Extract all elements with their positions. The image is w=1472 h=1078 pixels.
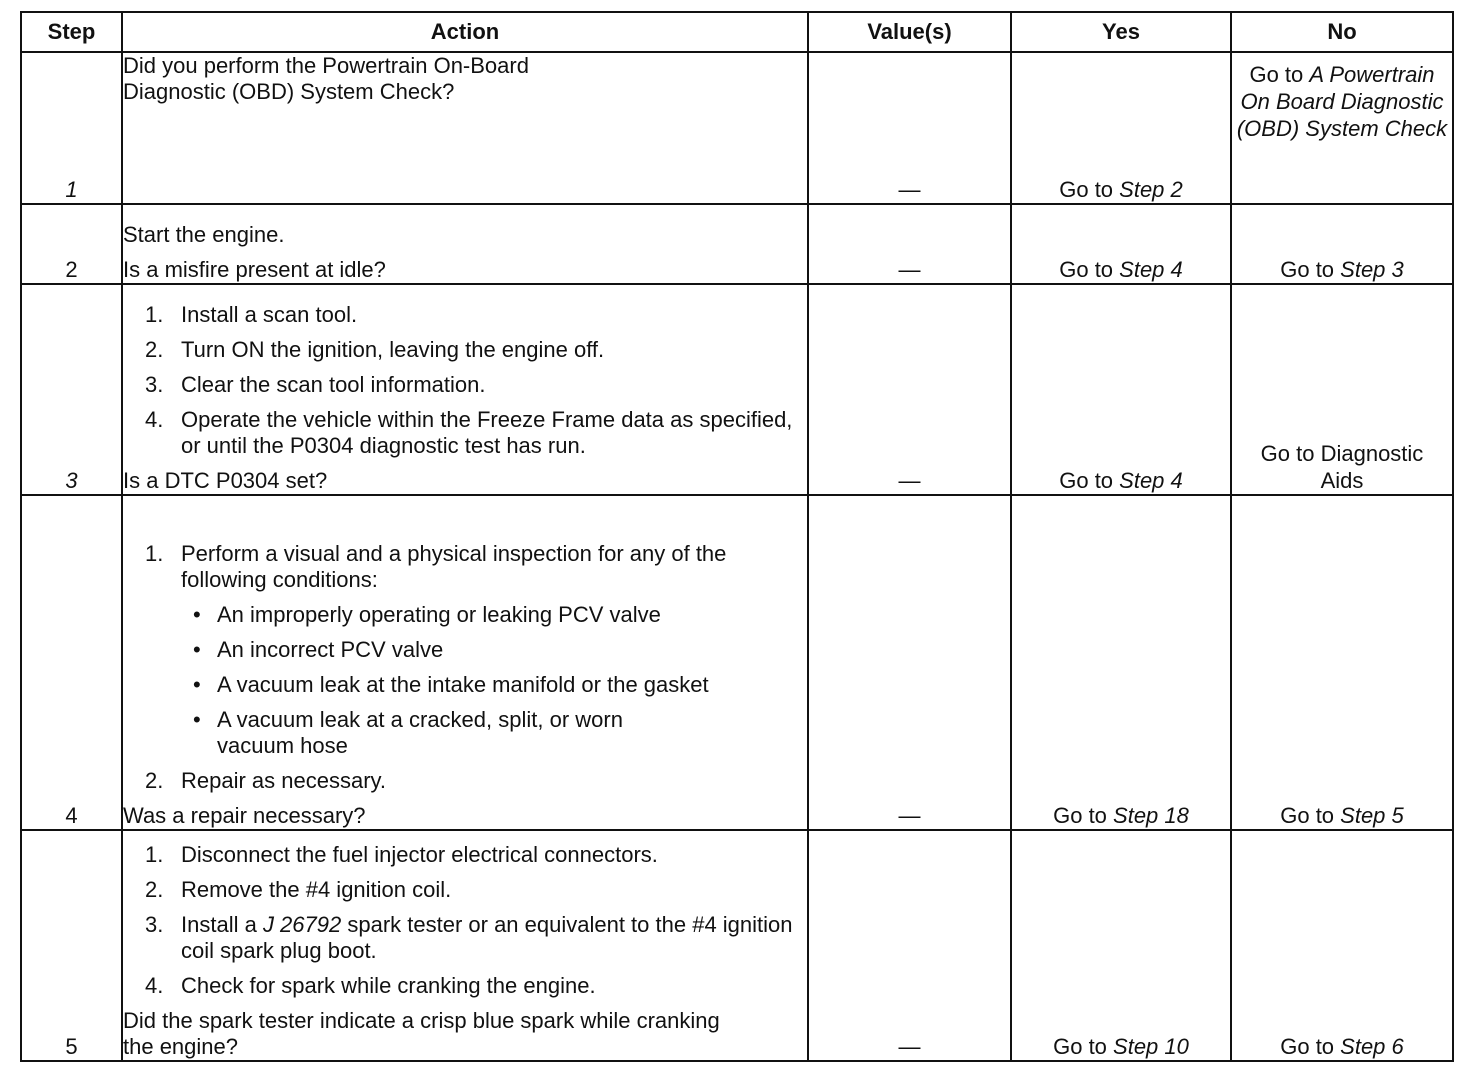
table-row <box>21 284 1453 495</box>
no-link[interactable]: Go to Diagnostic Aids <box>1260 441 1424 493</box>
substep-text: Repair as necessary. <box>181 768 387 793</box>
substep-text: Clear the scan tool information. <box>181 372 486 397</box>
yes-link[interactable]: Step 18 <box>1113 803 1189 828</box>
substep-number: 2. <box>145 337 164 362</box>
substep-number: 1. <box>145 541 164 566</box>
no-link[interactable]: Step 5 <box>1340 803 1404 828</box>
yes-prefix: Go to <box>1053 803 1114 828</box>
substep <box>123 407 807 459</box>
condition-text: A vacuum leak at a cracked, split, or worn vacuum hose <box>217 707 623 758</box>
substep-number: 1. <box>145 842 164 867</box>
action-cell <box>122 830 808 1061</box>
yes-prefix: Go to <box>1053 1034 1114 1059</box>
bullet: • <box>193 707 201 732</box>
action-question: Did you perform the Powertrain On-Board Diagnostic (OBD) System Check? <box>123 53 529 104</box>
substep <box>123 337 807 363</box>
substep-number: 3. <box>145 372 164 397</box>
no-cell <box>1231 830 1453 1061</box>
substep-number: 3. <box>145 912 164 937</box>
no-prefix: Go to <box>1280 803 1341 828</box>
no-cell <box>1231 204 1453 284</box>
no-cell <box>1231 284 1453 495</box>
no-cell <box>1231 52 1453 204</box>
header-values: Value(s) <box>808 12 1011 52</box>
yes-cell <box>1011 52 1231 204</box>
condition-text: A vacuum leak at the intake manifold or the gasket <box>217 672 709 697</box>
step-number: 1 <box>21 52 122 204</box>
action-cell <box>122 284 808 495</box>
yes-prefix: Go to <box>1059 177 1120 202</box>
substep-text-pre: Install a <box>181 912 263 937</box>
header-yes: Yes <box>1011 12 1231 52</box>
substep-number: 1. <box>145 302 164 327</box>
tool-name: J 26792 <box>262 912 342 937</box>
diagnostic-table <box>20 11 1454 1062</box>
header-step: Step <box>21 12 122 52</box>
substep-list <box>123 541 807 794</box>
step-number: 4 <box>21 495 122 830</box>
no-link[interactable]: Step 6 <box>1340 1034 1404 1059</box>
value-cell: — <box>808 495 1011 830</box>
substep-text-post: spark tester or an equivalent to the #4 ignition coil spark plug boot. <box>181 912 793 963</box>
table-row <box>21 52 1453 204</box>
no-prefix: Go to <box>1280 1034 1341 1059</box>
substep-text: Remove the #4 ignition coil. <box>181 877 452 902</box>
condition-item <box>181 637 807 663</box>
condition-item <box>181 672 807 698</box>
substep-text: Disconnect the fuel injector electrical connectors. <box>181 842 658 867</box>
substep <box>123 541 807 759</box>
yes-cell <box>1011 830 1231 1061</box>
yes-prefix: Go to <box>1059 257 1120 282</box>
substep-number: 2. <box>145 768 164 793</box>
table-row <box>21 830 1453 1061</box>
yes-cell <box>1011 495 1231 830</box>
substep-text: Perform a visual and a physical inspection for any of the following conditions: <box>181 541 727 592</box>
action-question: Is a misfire present at idle? <box>123 257 386 282</box>
action-question: Did the spark tester indicate a crisp blue spark while cranking the engine? <box>123 1008 720 1059</box>
yes-link[interactable]: Step 2 <box>1119 177 1183 202</box>
substep <box>123 768 807 794</box>
condition-text: An improperly operating or leaking PCV valve <box>217 602 661 627</box>
yes-cell <box>1011 284 1231 495</box>
value-cell: — <box>808 52 1011 204</box>
substep <box>123 973 807 999</box>
header-action: Action <box>122 12 808 52</box>
action-line: Start the engine. <box>123 222 285 247</box>
substep-number: 4. <box>145 407 164 432</box>
header-no: No <box>1231 12 1453 52</box>
bullet: • <box>193 672 201 697</box>
substep <box>123 912 807 964</box>
substep-text: Operate the vehicle within the Freeze Frame data as specified, or until the P0304 diagnostic test has run. <box>181 407 793 458</box>
condition-text: An incorrect PCV valve <box>217 637 444 662</box>
action-question: Was a repair necessary? <box>123 803 366 828</box>
substep-list <box>123 302 807 459</box>
no-link[interactable]: Step 3 <box>1340 257 1404 282</box>
no-prefix: Go to <box>1280 257 1341 282</box>
substep <box>123 842 807 868</box>
value-cell: — <box>808 830 1011 1061</box>
no-link[interactable]: A Powertrain On Board Diagnostic (OBD) System Check <box>1236 62 1448 141</box>
substep <box>123 877 807 903</box>
step-number: 2 <box>21 204 122 284</box>
condition-item <box>181 602 807 628</box>
value-cell: — <box>808 284 1011 495</box>
yes-cell <box>1011 204 1231 284</box>
substep-text: Turn ON the ignition, leaving the engine off. <box>181 337 605 362</box>
yes-link[interactable]: Step 4 <box>1119 468 1183 493</box>
substep-number: 4. <box>145 973 164 998</box>
yes-prefix: Go to <box>1059 468 1120 493</box>
action-cell <box>122 204 808 284</box>
step-number: 5 <box>21 830 122 1061</box>
bullet: • <box>193 637 201 662</box>
no-cell <box>1231 495 1453 830</box>
yes-link[interactable]: Step 10 <box>1113 1034 1189 1059</box>
table-row <box>21 495 1453 830</box>
condition-item <box>181 707 807 759</box>
no-prefix: Go to <box>1249 62 1310 87</box>
substep-number: 2. <box>145 877 164 902</box>
condition-list <box>181 602 807 759</box>
step-number: 3 <box>21 284 122 495</box>
substep-text: Install a scan tool. <box>181 302 358 327</box>
yes-link[interactable]: Step 4 <box>1119 257 1183 282</box>
table-row <box>21 204 1453 284</box>
action-question: Is a DTC P0304 set? <box>123 468 328 493</box>
substep <box>123 302 807 328</box>
substep <box>123 372 807 398</box>
header-row <box>21 12 1453 52</box>
bullet: • <box>193 602 201 627</box>
action-cell <box>122 52 808 204</box>
action-cell <box>122 495 808 830</box>
value-cell: — <box>808 204 1011 284</box>
substep-text: Check for spark while cranking the engine. <box>181 973 596 998</box>
substep-list <box>123 842 807 999</box>
